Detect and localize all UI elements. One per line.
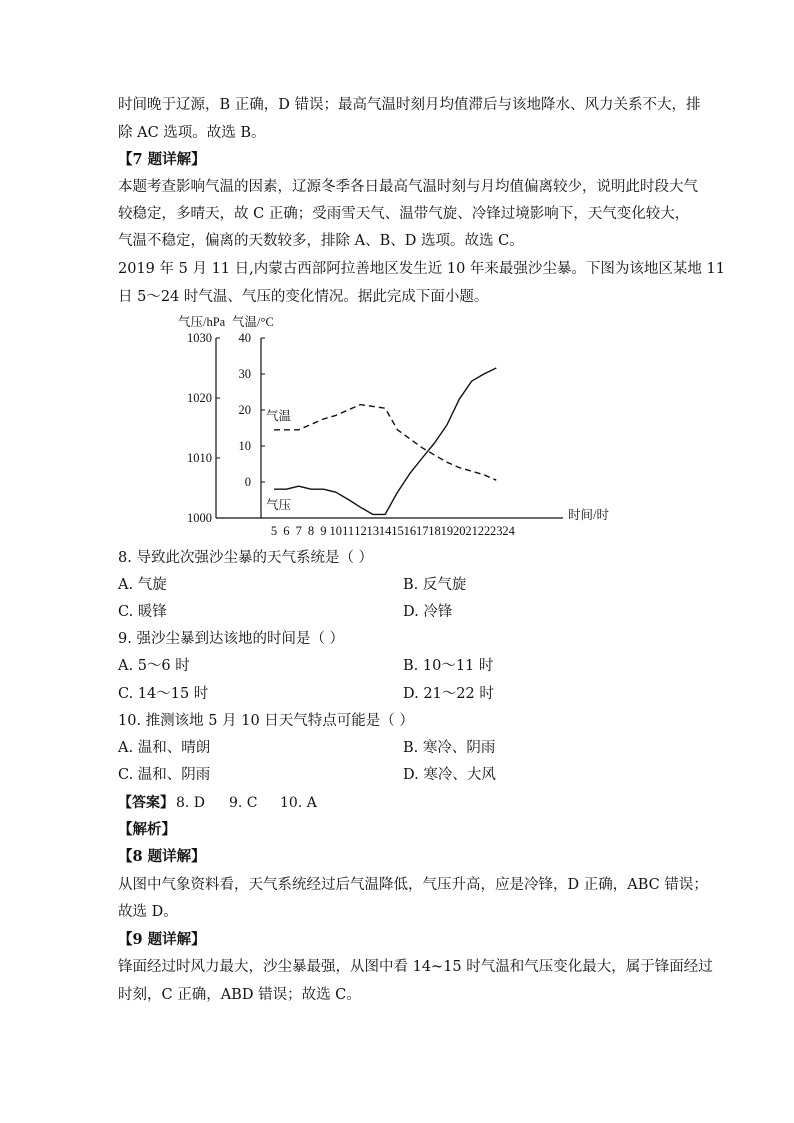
option-10d: D. 寒冷、大风	[403, 767, 496, 783]
answer-8: 8. D	[176, 795, 206, 811]
x-tick-label: 21	[465, 524, 478, 538]
question-10: 10. 推测该地 5 月 10 日天气特点可能是（ ）	[118, 713, 414, 729]
temperature-tick-label: 10	[238, 439, 251, 453]
x-tick-label: 19	[440, 524, 454, 538]
paragraph-line: 除 AC 选项。故选 B。	[118, 125, 266, 141]
chart-series	[266, 368, 496, 514]
option-10a: A. 温和、晴朗	[118, 740, 211, 756]
chart-axes	[187, 331, 563, 538]
temperature-tick-label: 20	[238, 403, 251, 417]
x-tick-label: 17	[415, 524, 429, 538]
x-tick-label: 10	[329, 524, 342, 538]
paragraph-line: 本题考查影响气温的因素，辽源冬季各日最高气温时刻与月均值偏离较少，说明此时段大气	[118, 179, 698, 195]
x-tick-label: 8	[307, 524, 315, 538]
temperature-tick-label: 0	[244, 475, 251, 489]
left-axis-title: 气压/hPa	[178, 315, 226, 329]
paragraph-line: 气温不稳定，偏离的天数较多，排除 A、B、D 选项。故选 C。	[118, 233, 524, 249]
section-heading-8: 【8 题详解】	[118, 848, 206, 865]
temperature-series-line	[274, 405, 496, 481]
question-9: 9. 强沙尘暴到达该地的时间是（ ）	[118, 631, 345, 647]
x-tick-label: 16	[403, 524, 417, 538]
x-tick-label: 22	[477, 524, 491, 538]
option-10b: B. 寒冷、阴雨	[403, 740, 496, 756]
x-tick-label: 6	[283, 524, 290, 538]
x-tick-label: 24	[502, 524, 515, 538]
option-8a: A. 气旋	[118, 577, 167, 593]
paragraph-line: 时刻，C 正确，ABD 错误；故选 C。	[118, 987, 361, 1003]
x-tick-label: 13	[366, 524, 380, 538]
answer-label: 【答案】	[118, 795, 174, 811]
paragraph-line: 锋面经过时风力最大，沙尘暴最强，从图中看 14~15 时气温和气压变化最大，属于锋面经过	[118, 959, 713, 975]
temperature-series-label: 气温	[266, 408, 292, 423]
paragraph-line: 从图中气象资料看，天气系统经过后气温降低，气压升高，应是冷锋，D 正确，ABC 错误；	[118, 877, 708, 893]
paragraph-line: 2019 年 5 月 11 日,内蒙古西部阿拉善地区发生近 10 年来最强沙尘暴。下图为该地区某地 11	[118, 261, 725, 277]
temperature-tick-label: 30	[238, 367, 251, 381]
x-tick-label: 18	[428, 524, 441, 538]
option-9d: D. 21～22 时	[403, 686, 494, 702]
analysis-label: 【解析】	[118, 821, 176, 838]
temperature-tick-label: 40	[238, 331, 251, 345]
answer-10: 10. A	[280, 795, 317, 811]
option-9c: C. 14～15 时	[118, 686, 209, 702]
answer-9: 9. C	[229, 795, 258, 811]
option-8b: B. 反气旋	[403, 577, 467, 593]
pressure-tick-label: 1010	[187, 451, 212, 465]
x-tick-label: 9	[320, 524, 327, 538]
option-8c: C. 暖锋	[118, 604, 167, 620]
section-heading-9: 【9 题详解】	[118, 931, 206, 948]
x-tick-label: 15	[391, 524, 404, 538]
pressure-tick-label: 1020	[187, 391, 212, 405]
x-tick-label: 23	[490, 524, 503, 538]
x-tick-label: 12	[354, 524, 367, 538]
paragraph-line: 日 5～24 时气温、气压的变化情况。据此完成下面小题。	[118, 289, 489, 305]
right-axis-title: 气温/°C	[232, 315, 274, 329]
x-axis-title: 时间/时	[568, 508, 609, 522]
option-8d: D. 冷锋	[403, 604, 453, 620]
x-tick-label: 5	[270, 524, 278, 538]
x-tick-label: 14	[378, 524, 392, 538]
pressure-series-line	[274, 368, 496, 514]
weather-chart	[170, 310, 630, 540]
x-tick-label: 11	[342, 524, 355, 538]
pressure-series-label: 气压	[266, 498, 292, 513]
option-9b: B. 10～11 时	[403, 658, 494, 674]
x-tick-label: 20	[453, 524, 466, 538]
paragraph-line: 较稳定，多晴天，故 C 正确；受雨雪天气、温带气旋、冷锋过境影响下，天气变化较大，	[118, 206, 690, 222]
section-heading-7: 【7 题详解】	[118, 151, 206, 168]
x-tick-label: 7	[295, 524, 302, 538]
option-9a: A. 5～6 时	[118, 658, 190, 674]
question-8: 8. 导致此次强沙尘暴的天气系统是（ ）	[118, 550, 374, 566]
pressure-tick-label: 1030	[187, 331, 212, 345]
pressure-tick-label: 1000	[187, 511, 212, 525]
option-10c: C. 温和、阴雨	[118, 767, 211, 783]
paragraph-line: 故选 D。	[118, 904, 178, 920]
paragraph-line: 时间晚于辽源，B 正确，D 错误；最高气温时刻月均值滞后与该地降水、风力关系不大，排	[118, 97, 701, 113]
